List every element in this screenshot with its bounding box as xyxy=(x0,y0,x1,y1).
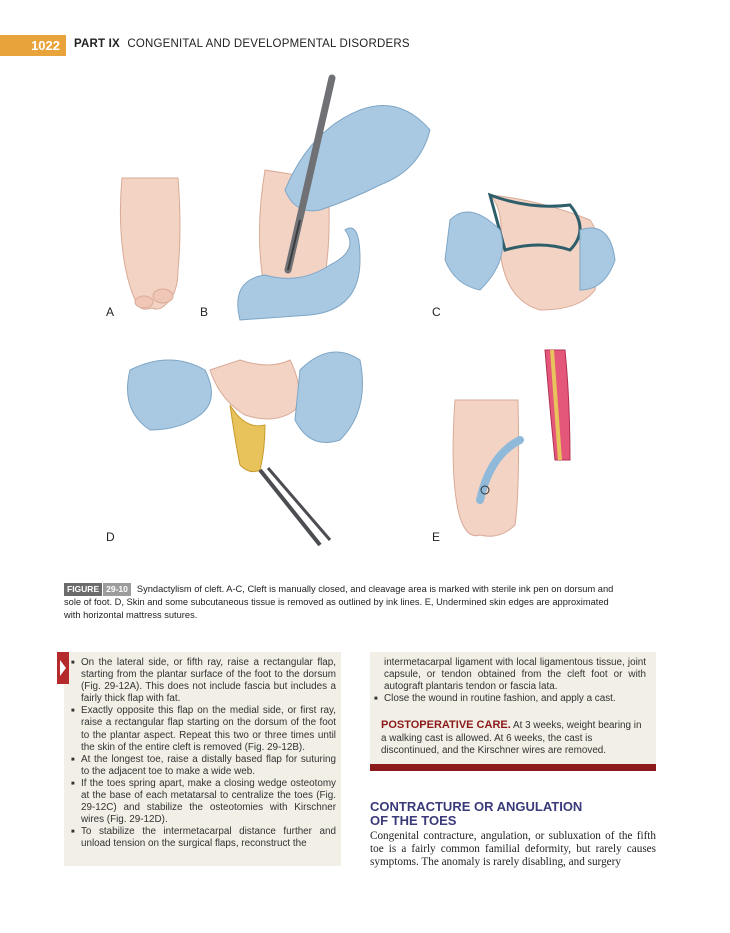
section-body: Congenital contracture, angulation, or subluxation of the fifth toe is a fairly common familial deformity, but rarely causes symptoms. The anomaly is rarely disabling, and surgery xyxy=(370,830,656,868)
caption-line-1: Syndactylism of cleft. A-C, Cleft is manually closed, and cleavage area is marked with sterile ink pen on dorsum and xyxy=(136,584,614,594)
caption-line-2: sole of foot. D, Skin and some subcutaneous tissue is removed as outlined by ink lines. E, Undermined skin edges are approximated xyxy=(64,597,609,607)
section-title-line-1: CONTRACTURE OR ANGULATION xyxy=(370,799,583,814)
panel-label-e: E xyxy=(432,530,441,544)
list-item: ■ If the toes spring apart, make a closing wedge osteotomy at the base of each metatarsal to centralize the toes (Fig. 29-12C) and stabilize the osteotomies with Kirschner wires (Fig. 29-12D). xyxy=(71,778,336,826)
panel-d-illustration xyxy=(128,352,363,545)
postop-heading: POSTOPERATIVE CARE. xyxy=(381,719,511,731)
panel-b-illustration xyxy=(238,78,430,320)
panel-label-c: C xyxy=(432,305,441,319)
postoperative-care xyxy=(381,719,643,758)
panel-c-illustration xyxy=(445,195,615,310)
figure-number: 29-10 xyxy=(103,583,131,596)
list-item: ■ Close the wound in routine fashion, and apply a cast. xyxy=(374,693,646,705)
section-title-line-2: OF THE TOES xyxy=(370,813,457,828)
figure-badge: FIGURE xyxy=(64,583,102,596)
panel-e-illustration xyxy=(453,350,570,536)
panel-label-d: D xyxy=(106,530,115,544)
procedure-marker-icon xyxy=(57,652,69,684)
postop-text: At 3 weeks, weight bearing in a walking cast is allowed. At 6 weeks, the cast is discontinued, and the Kirschner wires are removed. xyxy=(381,720,642,756)
list-item: ■ On the lateral side, or fifth ray, raise a rectangular flap, starting from the plantar surface of the foot to the dorsum (Fig. 29-12A). This does not include fascia but includes a fairly thick flap with fat. xyxy=(71,657,336,705)
panel-a-illustration xyxy=(120,178,180,309)
figure-caption xyxy=(64,583,656,622)
list-item: intermetacarpal ligament with local ligamentous tissue, joint capsule, or tendon obtained from the cleft foot or with autograft plantaris tendon or fascia lata. xyxy=(384,657,646,693)
part-label: PART IX xyxy=(74,38,120,50)
list-item: ■ To stabilize the intermetacarpal distance further and unload tension on the surgical flaps, reconstruct the xyxy=(71,826,336,850)
panel-label-b: B xyxy=(200,305,209,319)
procedure-steps-right xyxy=(374,657,646,705)
page-number: 1022 xyxy=(0,35,66,56)
section-divider xyxy=(370,764,656,771)
list-item: ■ At the longest toe, raise a distally based flap for suturing to the adjacent toe to make a wide web. xyxy=(71,754,336,778)
figure-illustration xyxy=(60,70,660,550)
part-title: CONGENITAL AND DEVELOPMENTAL DISORDERS xyxy=(127,38,410,50)
running-head xyxy=(74,38,410,50)
section-title xyxy=(370,800,660,828)
caption-line-3: with horizontal mattress sutures. xyxy=(64,610,198,620)
panel-label-a: A xyxy=(106,305,115,319)
list-item: ■ Exactly opposite this flap on the medial side, or first ray, raise a rectangular flap starting on the dorsum of the foot to the plantar aspect. Repeat this two or three times until the skin of the entire cleft is removed (Fig. 29-12B). xyxy=(71,705,336,753)
procedure-steps-left xyxy=(71,657,336,851)
